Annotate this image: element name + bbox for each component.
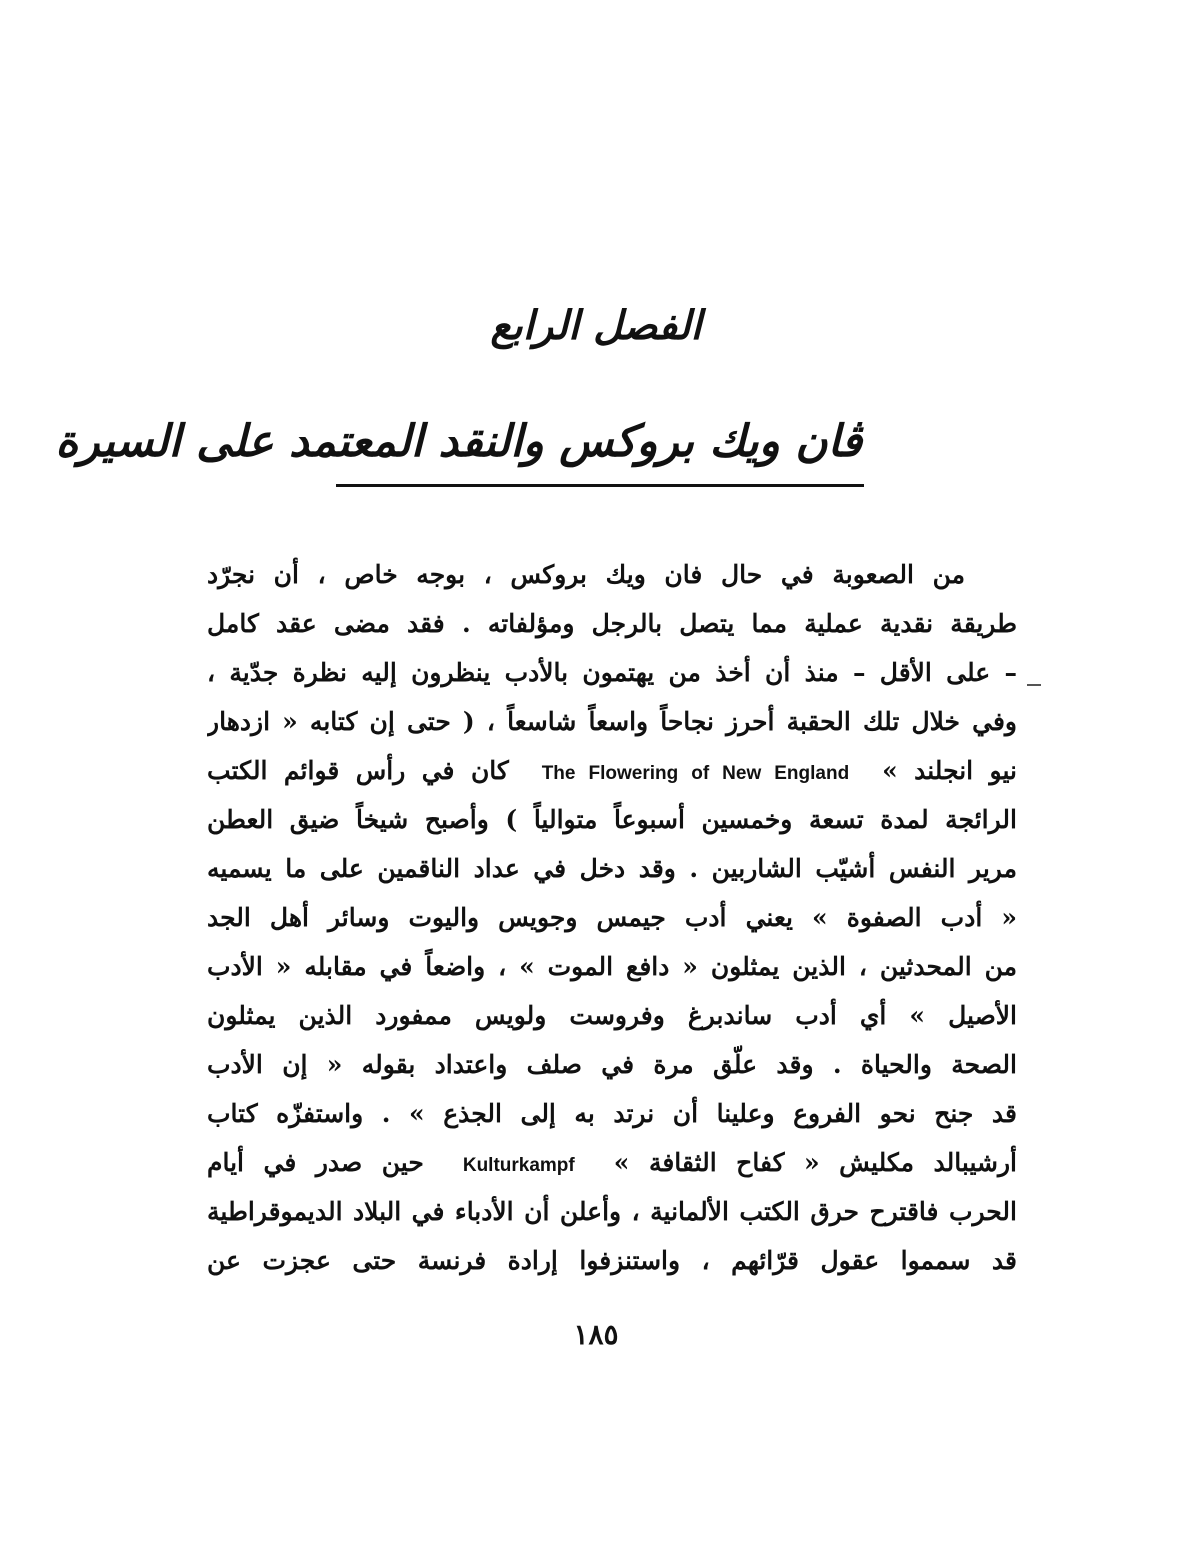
- text-line: مرير النفس أشيّب الشاربين . وقد دخل في عداد الناقمين على ما يسميه: [207, 854, 1017, 883]
- page-number: ١٨٥: [573, 1318, 619, 1351]
- text-segment: كان في رأس قوائم الكتب: [207, 756, 509, 785]
- text-segment: حين صدر في أيام: [207, 1148, 424, 1177]
- text-line: الصحة والحياة . وقد علّق مرة في صلف واعتداد بقوله « إن الأدب: [207, 1050, 1017, 1079]
- text-segment: نيو انجلند »: [882, 756, 1017, 785]
- text-line: – على الأقل – منذ أن أخذ من يهتمون بالأدب ينظرون إليه نظرة جدّية ،: [207, 658, 1017, 687]
- text-line: من المحدثين ، الذين يمثلون « دافع الموت » ، واضعاً في مقابله « الأدب: [207, 952, 1017, 981]
- text-segment: أرشيبالد مكليش « كفاح الثقافة »: [613, 1148, 1017, 1177]
- text-line: « أدب الصفوة » يعني أدب جيمس وجويس واليوت وسائر أهل الجد: [207, 903, 1017, 932]
- text-line: من الصعوبة في حال فان ويك بروكس ، بوجه خاص ، أن نجرّد: [207, 560, 965, 589]
- chapter-heading: الفصل الرابع: [490, 302, 702, 349]
- text-line: طريقة نقدية عملية مما يتصل بالرجل ومؤلفاته . فقد مضى عقد كامل: [207, 609, 1017, 638]
- body-text: [207, 550, 1017, 1285]
- text-line: قد سمموا عقول قرّائهم ، واستنزفوا إرادة فرنسة حتى عجزت عن: [207, 1246, 1017, 1275]
- text-line: قد جنح نحو الفروع وعلينا أن نرتد به إلى الجذع » . واستفزّه كتاب: [207, 1099, 1017, 1128]
- margin-mark: [1027, 684, 1041, 686]
- text-line: وفي خلال تلك الحقبة أحرز نجاحاً واسعاً شاسعاً ، ( حتى إن كتابه « ازدهار: [207, 707, 1017, 736]
- title-underline: [336, 484, 864, 487]
- text-line-with-german-term: [207, 1138, 1017, 1187]
- german-term: Kulturkampf: [462, 1155, 575, 1176]
- text-line: الأصيل » أي أدب ساندبرغ وفروست ولويس ممفورد الذين يمثلون: [207, 1001, 1017, 1030]
- text-line: الحرب فاقترح حرق الكتب الألمانية ، وأعلن أن الأدباء في البلاد الديموقراطية: [207, 1197, 1017, 1226]
- chapter-title: ڤان ويك بروكس والنقد المعتمد على السيرة: [55, 416, 862, 467]
- english-book-title: The Flowering of New England: [541, 763, 850, 784]
- text-line-with-english-title: [207, 746, 1017, 795]
- text-line: الرائجة لمدة تسعة وخمسين أسبوعاً متوالياً ) وأصبح شيخاً ضيق العطن: [207, 805, 1017, 834]
